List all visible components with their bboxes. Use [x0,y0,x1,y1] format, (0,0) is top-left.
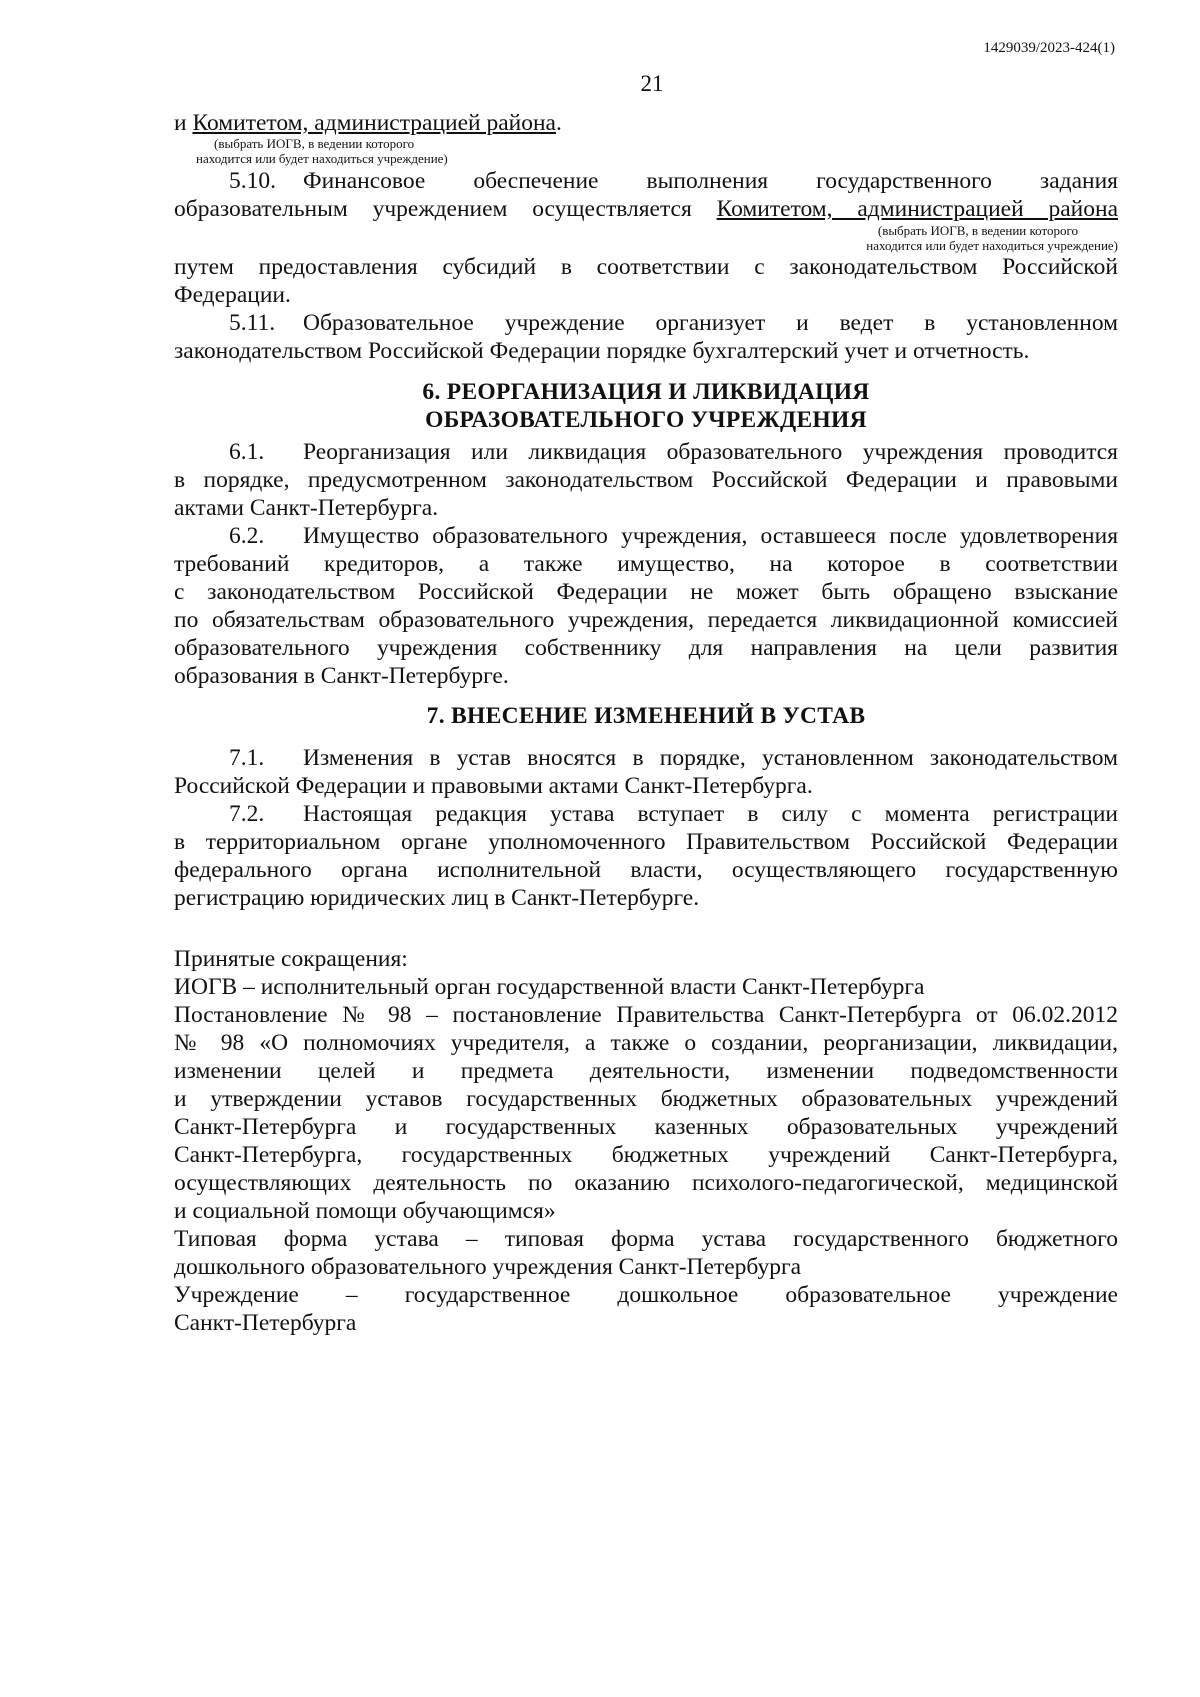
clause-6-2-line-1 [174,522,1118,550]
clause-5-10-line-2 [174,195,1118,223]
abbreviation-line-9: и социальной помощи обучающимся» [174,1198,556,1224]
clause-7-2-line-3: федерального органа исполнительной власти, осуществляющего государственную [174,857,1118,883]
abbreviation-line-4: изменении целей и предмета деятельности, изменении подведомственности [174,1058,1118,1084]
abbreviation-line-2: Постановление № 98 – постановление Правительства Санкт-Петербурга от 06.02.2012 [174,1002,1118,1028]
clause-7-2-text-1: Настоящая редакция устава вступает в силу с момента регистрации [303,801,1118,827]
iogv-hint-line-2: находится или будет находиться учреждение) [196,151,448,166]
committee-prefix: и [174,110,193,136]
committee-suffix: . [556,110,562,136]
iogv-hint-line-2: находится или будет находиться учреждение) [866,238,1118,253]
clause-6-1-line-1 [174,438,1118,466]
clause-7-2-line-4: регистрацию юридических лиц в Санкт-Петербурге. [174,885,700,911]
clause-number: 7.2. [229,801,265,827]
section-7-heading: 7. ВНЕСЕНИЕ ИЗМЕНЕНИЙ В УСТАВ [426,703,866,729]
section-6-heading-line-1: 6. РЕОРГАНИЗАЦИЯ И ЛИКВИДАЦИЯ [422,379,870,405]
clause-6-1-text-1: Реорганизация или ликвидация образовательного учреждения проводится [303,439,1118,465]
abbreviation-line-10: Типовая форма устава – типовая форма устава государственного бюджетного [174,1226,1118,1252]
iogv-hint-line-1: (выбрать ИОГВ, в ведении которого [214,136,415,151]
clause-7-1-line-1 [174,744,1118,772]
abbreviation-line-11: дошкольного образовательного учреждения Санкт-Петербурга [174,1254,802,1280]
section-6-heading-line-2: ОБРАЗОВАТЕЛЬНОГО УЧРЕЖДЕНИЯ [425,407,867,433]
clause-7-1-line-2: Российской Федерации и правовыми актами Санкт-Петербурга. [174,773,813,799]
clause-5-10-line-3: путем предоставления субсидий в соответствии с законодательством Российской [174,254,1118,280]
clause-number: 6.2. [229,523,265,549]
iogv-hint-line-1: (выбрать ИОГВ, в ведении которого [877,223,1078,238]
clause-6-1-line-3: актами Санкт-Петербурга. [174,495,439,521]
committee-name-underlined: Комитетом, администрацией района [716,196,1118,222]
clause-6-2-line-4: по обязательствам образовательного учреждения, передается ликвидационной комиссией [174,607,1118,633]
clause-6-2-line-5: образовательного учреждения собственнику для направления на цели развития [174,635,1118,661]
abbreviation-line-5: и утверждении уставов государственных бюджетных образовательных учреждений [174,1086,1118,1112]
clause-6-2-line-2: требований кредиторов, а также имущество, на которое в соответствии [174,551,1118,577]
abbreviation-line-1: ИОГВ – исполнительный орган государственной власти Санкт-Петербурга [174,974,925,1000]
clause-7-2-line-2: в территориальном органе уполномоченного Правительством Российской Федерации [174,829,1118,855]
clause-5-10-text-2: образовательным учреждением осуществляется [174,196,717,222]
clause-number: 5.10. [229,168,276,194]
clause-5-10-line-4: Федерации. [174,282,291,308]
clause-5-10-text-1: Финансовое обеспечение выполнения государственного задания [303,168,1118,194]
clause-6-2-text-1: Имущество образовательного учреждения, оставшееся после удовлетворения [303,523,1118,549]
clause-7-1-text-1: Изменения в устав вносятся в порядке, установленном законодательством [303,745,1118,771]
clause-5-11-text-1: Образовательное учреждение организует и ведет в установленном [303,310,1118,336]
abbreviation-line-13: Санкт-Петербурга [174,1310,357,1336]
clause-6-1-line-2: в порядке, предусмотренном законодательством Российской Федерации и правовыми [174,467,1118,493]
page-number: 21 [640,71,664,96]
abbreviations-title: Принятые сокращения: [174,946,408,972]
spacer [174,912,1118,945]
abbreviation-line-6: Санкт-Петербурга и государственных казенных образовательных учреждений [174,1114,1118,1140]
document-id: 1429039/2023-424(1) [983,40,1115,56]
clause-7-2-line-1 [174,800,1118,828]
section-6-heading [174,378,1118,434]
page-content [174,39,1118,1337]
clause-6-2-line-3: с законодательством Российской Федерации не может быть обращено взыскание [174,579,1118,605]
clause-number: 5.11. [229,310,276,336]
abbreviation-line-12: Учреждение – государственное дошкольное образовательное учреждение [174,1282,1118,1308]
abbreviation-line-8: осуществляющих деятельность по оказанию психолого-педагогической, медицинской [174,1170,1118,1196]
committee-name-underlined: Комитетом, администрацией района [192,110,556,136]
clause-5-11-line-2: законодательством Российской Федерации порядке бухгалтерский учет и отчетность. [174,338,1030,364]
committee-line [174,109,1118,137]
abbreviation-line-7: Санкт-Петербурга, государственных бюджетных учреждений Санкт-Петербурга, [174,1142,1118,1168]
abbreviation-line-3: № 98 «О полномочиях учредителя, а также о создании, реорганизации, ликвидации, [174,1030,1118,1056]
clause-5-11-line-1 [174,309,1118,337]
clause-number: 6.1. [229,439,265,465]
clause-6-2-line-6: образования в Санкт-Петербурге. [174,663,509,689]
clause-number: 7.1. [229,745,265,771]
clause-5-10-line-1 [174,167,1118,195]
